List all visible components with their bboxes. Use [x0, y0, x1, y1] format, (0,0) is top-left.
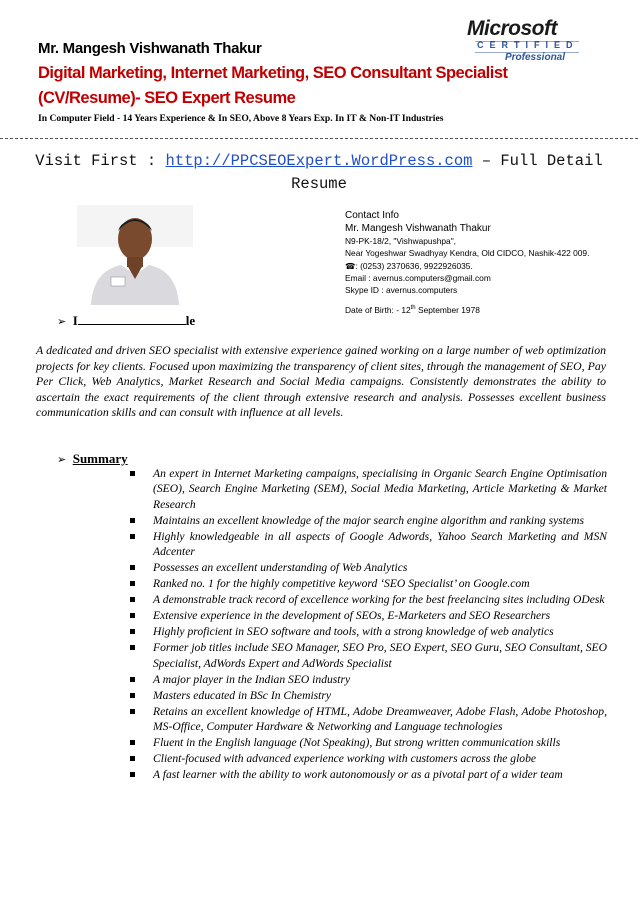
square-bullet-icon — [130, 518, 135, 523]
arrow-bullet-icon: ➢ — [57, 453, 67, 466]
square-bullet-icon — [130, 645, 135, 650]
headline-line-1: Digital Marketing, Internet Marketing, SEO Consultant Specialist — [38, 64, 508, 82]
profile-heading — [57, 313, 195, 329]
visit-suffix: – Full Detail Resume — [291, 152, 603, 193]
list-item-text: A major player in the Indian SEO industry — [153, 672, 351, 686]
square-bullet-icon — [130, 677, 135, 682]
list-item-text: A demonstrable track record of excellence working for the best freelancing sites including ODesk — [153, 593, 605, 607]
list-item — [127, 576, 607, 591]
list-item-text: A fast learner with the ability to work autonomously or as a pivotal part of a wider team — [153, 768, 563, 782]
profile-heading-start: I — [72, 313, 78, 328]
square-bullet-icon — [130, 693, 135, 698]
square-bullet-icon — [130, 740, 135, 745]
contact-address-line-2: Near Yogeshwar Swadhyay Kendra, Old CIDCO, Nashik-422 009. — [345, 248, 590, 259]
experience-subline: In Computer Field - 14 Years Experience & In SEO, Above 8 Years Exp. In IT & Non-IT Industries — [38, 113, 444, 124]
square-bullet-icon — [130, 597, 135, 602]
list-item-text: Highly proficient in SEO software and tools, with a strong knowledge of web analytics — [153, 625, 554, 639]
summary-list — [127, 466, 607, 783]
profile-heading-underline — [78, 314, 186, 325]
logo-brand: Microsoft — [467, 17, 557, 40]
list-item-text: Maintains an excellent knowledge of the major search engine algorithm and ranking systems — [153, 513, 585, 527]
list-item — [127, 767, 607, 782]
contact-title: Contact Info — [345, 210, 399, 221]
candidate-name: Mr. Mangesh Vishwanath Thakur — [38, 40, 262, 57]
square-bullet-icon — [130, 756, 135, 761]
list-item — [127, 704, 607, 735]
visit-prefix: Visit First : — [35, 152, 166, 170]
list-item-text: Fluent in the English language (Not Speaking), But strong written communication skills — [153, 736, 561, 750]
list-item-text: Masters educated in BSc In Chemistry — [153, 688, 332, 702]
list-item-text: Possesses an excellent understanding of Web Analytics — [153, 561, 408, 575]
list-item — [127, 624, 607, 639]
list-item — [127, 688, 607, 703]
microsoft-certified-logo — [455, 17, 580, 79]
arrow-bullet-icon: ➢ — [57, 315, 67, 328]
list-item-text: Client-focused with advanced experience working with customers across the globe — [153, 752, 537, 766]
summary-title: Summary — [72, 451, 128, 466]
dob-sup: th — [410, 305, 416, 312]
contact-skype: Skype ID : avernus.computers — [345, 285, 458, 296]
contact-dob — [345, 302, 615, 316]
contact-email[interactable]: Email : avernus.computers@gmail.com — [345, 272, 491, 283]
list-item-text: An expert in Internet Marketing campaigns, specialising in Organic Search Engine Optimisation (SEO), Search Engine Marketing (SEM), Social Media Marketing, Article Marketing & Market Research — [153, 467, 607, 511]
logo-professional: Professional — [505, 52, 566, 63]
dob-prefix: Date of Birth: - 12 — [345, 305, 411, 316]
profile-photo — [77, 205, 193, 305]
phone-icon: ☎ — [345, 260, 356, 271]
summary-heading — [57, 451, 128, 467]
profile-heading-end: le — [185, 313, 196, 328]
list-item — [127, 592, 607, 607]
square-bullet-icon — [130, 534, 135, 539]
list-item — [127, 466, 607, 512]
list-item — [127, 751, 607, 766]
list-item — [127, 529, 607, 560]
square-bullet-icon — [130, 629, 135, 634]
contact-info-block — [345, 209, 615, 317]
contact-name: Mr. Mangesh Vishwanath Thakur — [345, 223, 491, 234]
square-bullet-icon — [130, 709, 135, 714]
dob-suffix: September 1978 — [415, 305, 480, 316]
list-item — [127, 672, 607, 687]
list-item — [127, 640, 607, 671]
square-bullet-icon — [130, 565, 135, 570]
visit-banner — [30, 150, 608, 196]
list-item — [127, 608, 607, 623]
logo-certified: CERTIFIED — [477, 40, 579, 50]
list-item — [127, 735, 607, 750]
resume-website-link[interactable]: http://PPCSEOExpert.WordPress.com — [165, 152, 473, 170]
contact-address-line-1: N9-PK-18/2, "Vishwapushpa", — [345, 236, 457, 246]
square-bullet-icon — [130, 581, 135, 586]
list-item-text: Retains an excellent knowledge of HTML, Adobe Dreamweaver, Adobe Flash, Adobe Photoshop, MS-Office, Computer Hardware & Networking and Language technologies — [153, 704, 607, 734]
profile-paragraph: A dedicated and driven SEO specialist with extensive experience gained working on a large number of web optimization projects for key clients. Focused upon maximizing the transparency of client sites, through the management of SEO, Pay Per Click, Web Analytics, Market Research and Social Media campaigns. Consistently demonstrates the ability to ascertain the exact requirements of the client through extensive research and analysis. Possesses excellent business communication skills and can consult with influence at all levels. — [36, 343, 606, 420]
list-item — [127, 560, 607, 575]
list-item-text: Former job titles include SEO Manager, SEO Pro, SEO Expert, SEO Guru, SEO Consultant, SEO Specialist, AdWords Expert and AdWords Specialist — [153, 641, 607, 670]
list-item-text: Ranked no. 1 for the highly competitive keyword ‘SEO Specialist’ on Google.com — [153, 577, 530, 591]
header-divider — [0, 138, 638, 139]
square-bullet-icon — [130, 471, 135, 476]
list-item — [127, 513, 607, 528]
square-bullet-icon — [130, 772, 135, 777]
list-item-text: Highly knowledgeable in all aspects of Google Adwords, Yahoo Search Marketing and MSN Adcenter — [153, 529, 607, 559]
list-item-text: Extensive experience in the development of SEOs, E-Marketers and SEO Researchers — [153, 609, 551, 623]
square-bullet-icon — [130, 613, 135, 618]
contact-phone — [345, 260, 615, 272]
contact-phone-number: : (0253) 2370636, 9922926035. — [355, 260, 473, 271]
headline-line-2: (CV/Resume)- SEO Expert Resume — [38, 89, 296, 107]
